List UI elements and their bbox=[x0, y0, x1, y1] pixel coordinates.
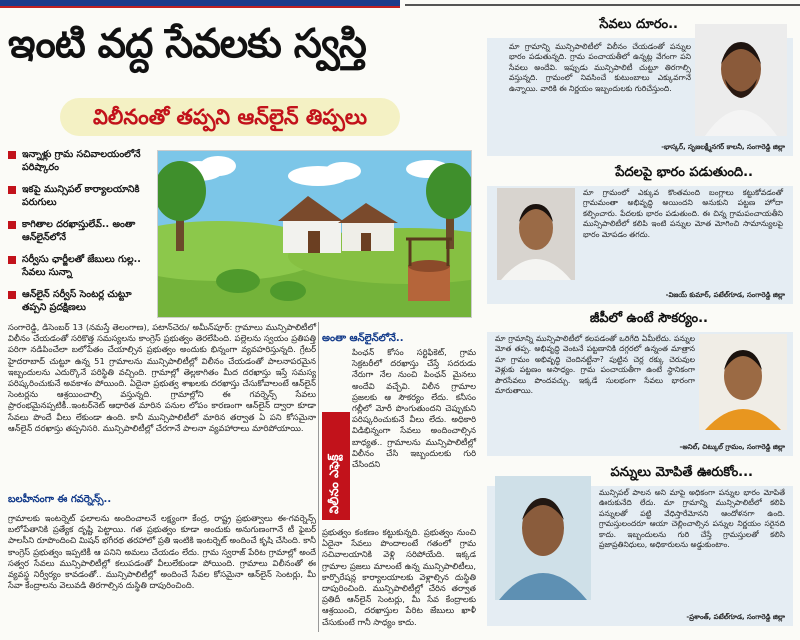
top-rule bbox=[405, 4, 800, 6]
merger-effect-text: విలీనం ఎఫెక్ట్‌ bbox=[327, 454, 341, 514]
village-illustration bbox=[157, 150, 472, 318]
card-text: మున్సిపల్‌ పాలన అని మాపై అధికంగా పన్నుల భారం మోపితే ఊరుకునేది లేదు. మా గ్రామాన్ని మున్సిపాలిటీలో కలిపి పన్నులతో పట్టి వేధిస్తారేమోనని ఆందోళనగా ఉంది. గ్రామస్తులందరూ ఆయా చెల్లించాల్సిన పన్నుల నిర్ణయం సరైనది కాదు. ఇబ్బందులను గురి చేస్తే గ్రామస్తులతో కలిసి ప్రజాప్రతినిధులు, అధికారులను అడ్డుకుంటాం. bbox=[599, 488, 785, 550]
merger-effect-label bbox=[322, 412, 350, 520]
bullet-item: ఆన్‌లైన్‌ సర్వీస్‌ సెంటర్ల చుట్టూ తప్పని ప్రదక్షిణలు bbox=[6, 288, 151, 314]
person-photo bbox=[699, 334, 787, 430]
section-subtitle: బలహీనంగా ఈ గవర్నెన్స్‌.. bbox=[8, 494, 112, 505]
opinion-card bbox=[487, 308, 793, 456]
person-photo bbox=[497, 188, 575, 280]
card-title: పన్నులు మోపితే ఊరుకోం... bbox=[610, 465, 753, 480]
bullet-item: ఇన్నాళ్లు గ్రామ సచివాలయంలోనే పరిష్కారం bbox=[6, 148, 151, 174]
card-title: జీపీలో ఉంటే సౌకర్యం.. bbox=[589, 311, 708, 326]
bullet-list bbox=[6, 148, 151, 323]
person-photo bbox=[495, 476, 591, 600]
card-body bbox=[487, 38, 793, 156]
card-title: సేవలు దూరం.. bbox=[599, 17, 678, 32]
card-body bbox=[487, 486, 793, 626]
card-byline: -భాస్కర్‌, సృజలక్ష్మీనగర్‌ కాలనీ, సంగారెడ్డి జిల్లా bbox=[661, 143, 785, 151]
person-photo bbox=[695, 24, 787, 136]
article-body-intro: సంగారెడ్డి, డిసెంబర్ 13 (నమస్తే తెలంగాణ), పటాన్‌చెరు/ అమీన్‌పూర్‌: గ్రామాలు మున్సిపాలిటీలో విలీనం చేయడంతో సరికొత్త సమస్యలను కాంగ్రెస్‌ ప్రభుత్వం తెరలేపింది. పల్లెలను స్వయం ప్రతిపత్తి పరిగా నడిపించేలా బలోపేతం చేయాల్సిన ప్రభుత్వం అందుకు భిన్నంగా వ్యవహరిస్తున్నది. గ్రేటర్‌ హైదరాబాద్‌ చుట్టూ ఉన్న 51 గ్రామాలను మున్సిపాలిటీల్లో విలీనం చేయడంతో పాలనాపరమైన ఇబ్బందులను ఎదుర్కొనే పరిస్థితి వచ్చింది. గ్రామాల్లో తెల్లకాగితం మీద దరఖాస్తు ఇస్తే సమస్య పరిష్కరించుకునే అవకాశం పోయింది. ఏదైనా ప్రభుత్వ శాఖలకు దరఖాస్తు చేసుకోవాలంటే ఆన్‌లైన్‌ సెంటర్లను ఆశ్రయించాల్సి వస్తున్నది. గ్రామాల్లోని ఈ గవర్నెన్స్‌ సేవలు ప్రారంభమైనప్పటికీ..ఇంటర్‌నెట్‌ ఆధారిత మారిన పనుల లోపం కారణంగా ఆన్‌లైన్‌ ద్వారా కూడా సేవలు పొందే వీలు లేకుండా ఉంది. కానీ మున్సిపాలిటీలో మారిన తర్వాత ఏ పని కోసమైనా ఆన్‌లైన్‌ దరఖాస్తు తప్పనిసరి. మున్సిపాలిటీల్లో చేరగానే పాలనా వ్యవహారాలు మారిపోయాయి. bbox=[8, 322, 316, 433]
section-subtitle-online: అంతా ఆన్‌లైన్‌లోనే.. bbox=[322, 333, 404, 344]
card-byline: -విజయ్‌ కుమార్‌, పటేల్‌గూడ, సంగారెడ్డి జిల్లా bbox=[665, 291, 785, 299]
opinion-card bbox=[487, 14, 793, 156]
card-text: మా గ్రామాన్ని మున్సిపాలిటీలో కలపడంతో ఒరిగేది ఏమీలేదు. పన్నుల మోత తప్ప. అభివృద్ధి వెంటనే పట్టణానికి దగ్గరలో ఉన్నంత మాత్రాన మా గ్రామం అభివృద్ధి చెందినట్టేనా? పుట్టిన చెర్ల రక్కు చెరువుల వెళ్లుకు పట్టణం అసాధ్యం. గ్రామ పంచాయతీగా ఉంటే స్థానికంగా పౌరసేవలు పొందవచ్చు. ఇక్కడే సులభంగా సేవలు భారంగా మారుతాయి. bbox=[495, 334, 695, 396]
headline: ఇంటి వద్ద సేవలకు స్వస్తి bbox=[8, 21, 366, 67]
card-text: మా గ్రామంలో ఎక్కువ కొంతమంది బంగ్లాలు కట్టుకోవడంతో గ్రామమంతా అభివృద్ధి అయిందని అనుకుని పట్టణ హోదా కల్పించారు. పేదలకు భారం పడుతుంది. ఈ చిన్న గ్రామపంచాయతీని మున్సిపాలిటీలో కలిపి ఇంటి పన్నుల మోత మోగించి సామాన్యులపై భారం మోపడం తగదు. bbox=[583, 188, 783, 239]
article-body-continued: ప్రభుత్వం కంకణం కట్టుకున్నది. ప్రభుత్వం నుంచి ఏదైనా సేవలు పొందాలంటే గతంలో గ్రామ సచివాలయానికి వెళ్లి సరిపోయేది. ఇక్కడ గ్రామాల ప్రజలు మాలంటే ఉన్న మున్సిపాలిటీలు, కార్పొరేషన్ల కార్యాలయాలకు వెళ్లాల్సిన దుస్థితి దాపురించింది. మున్సిపాలిటీల్లో చేరిన తర్వాత ప్రతిదీ ఆన్‌లైన్‌ సెంటర్లు, మీ సేవ కేంద్రాలకు ఆశ్రయించి, దరఖాస్తుల పేరిట జేబులు ఖాళీ చేసుకుంటే గానీ సాధ్యం కాదు. bbox=[322, 527, 476, 627]
article-body-egovernance: గ్రామాలకు ఇంటర్నెట్‌ ఫలాలను అందించాలనే లక్ష్యంగా కేంద్ర, రాష్ట్ర ప్రభుత్వాలు ఈ-గవర్నెన్స్‌ బలోపేతానికి ప్రత్యేక దృష్టి పెట్టాయి. గత ప్రభుత్వం కూడా అందుకు అనుగుణంగానే టీ ఫైబర్‌ పాలసీని రూపొందించి మిషన్‌ భగీరథ తరహాలో ప్రతి ఇంటికి ఇంటర్నెట్‌ అందించే కృషి చేసింది. కానీ కాంగ్రెస్‌ ప్రభుత్వం ఇప్పటికీ ఆ పనిని అమలు చేయడం లేదు. గ్రామ స్వరాజ్‌ పేరిట గ్రామాల్లో అందే సత్వర సేవలు మున్సిపాలిటీల్లో కలుపడంతో వీలులేకుండా పోయింది. గ్రామాలు విలీనంతో ఈ వ్యవస్థ నిర్వీర్యం కావడంతో.. మున్సిపాలిటీల్లో అందించే సేవల కోసమైనా ఆన్‌లైన్‌ సెంటర్లు, మీ సేవా కేంద్రాలను వెలువడి తిరగాల్సిన దుస్థితి దాపురించింది. bbox=[8, 513, 316, 591]
column-divider bbox=[318, 322, 319, 632]
opinion-card bbox=[487, 462, 793, 626]
card-body bbox=[487, 186, 793, 304]
card-body bbox=[487, 332, 793, 456]
masthead-strip bbox=[0, 0, 400, 8]
subheadline: విలీనంతో తప్పని ఆన్‌లైన్‌ తిప్పలు bbox=[60, 98, 400, 136]
article-body-pension: పింఛన్‌ కోసం సర్టిఫికెట్‌, గ్రామ సెక్రటరీలో దరఖాస్తు చేస్తే సదరుడు నేరుగా నేల నుంచి పింఛన్‌ మైనలు అందేవి వచ్చేవి. విలీన గ్రామాల ప్రజలకు ఆ సౌకర్యం లేదు. కనీసం గల్లీలో మోరీ పొంగుతుందని చెప్పుకుని పరిష్కరించుకునే వీలు లేదు. అధికారి విడిభిన్నంగా సేవలు అందించాల్సిన బాధ్యత.. గ్రామాలను మున్సిపాలిటీల్లో విలీనం చేసి ఇబ్బందులకు గురి చేసిందని bbox=[352, 347, 476, 470]
card-text: మా గ్రామాన్ని మున్సిపాలిటీలో విలీనం చేయడంతో పన్నుల భారం పడుతున్నది. గ్రామ పంచాయతీలో ఉన్నట్ల వేగంగా పని సేవలు అందేవి. ఇప్పుడు మున్సిపాలిటీ చుట్టూ తిరగాల్సి వస్తున్నది. గ్రామంలో నివసించే కుటుంబాలు ఎక్కువగానే ఉన్నాయి. వారికి ఈ నిర్ణయం ఇబ్బందులకు గురిచేస్తుంది. bbox=[509, 42, 691, 93]
card-title: పేదలపై భారం పడుతుంది.. bbox=[615, 165, 753, 180]
opinion-card bbox=[487, 162, 793, 304]
bullet-item: ఇకపై మున్సిపల్‌ కార్యాలయానికి పరుగులు bbox=[6, 183, 151, 209]
card-byline: -ప్రశాంత్‌, పటేల్‌గూడ, సంగారెడ్డి జిల్లా bbox=[686, 613, 785, 621]
bullet-item: సర్వీసు ఛార్జీలతో జేబులు గుల్ల.. సేవలు సున్నా bbox=[6, 253, 151, 279]
bullet-item: కాగితాల దరఖాస్తులేవ్‌.. అంతా ఆన్‌లైన్‌లోనే bbox=[6, 218, 151, 244]
card-byline: -అనిల్‌, చిట్కుల్‌ గ్రామం, సంగారెడ్డి జిల్లా bbox=[679, 443, 785, 451]
